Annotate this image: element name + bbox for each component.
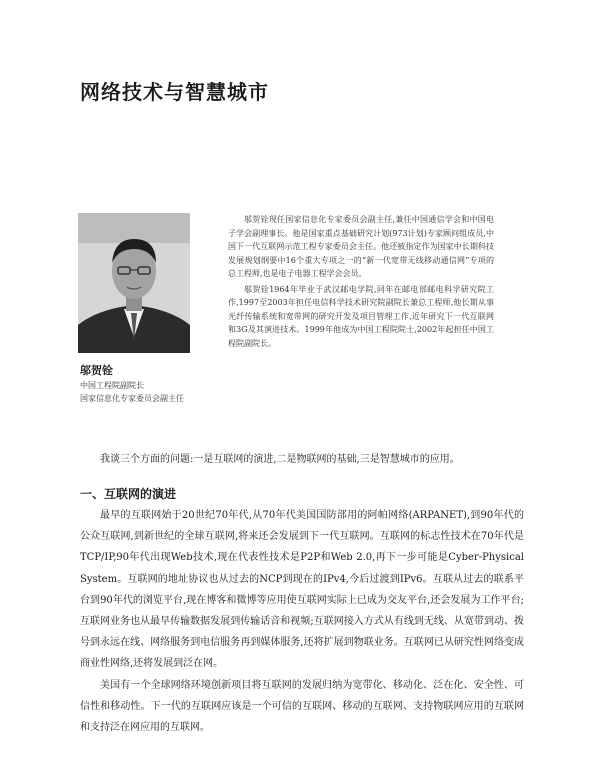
body-paragraph: 美国有一个全球网络环境创新项目将互联网的发展归纳为宽带化、移动化、泛在化、安全性、可信性和移动性。下一代的互联网应该是一个可信的互联网、移动的互联网、支持物联网应用的互联网和支持泛在网应用的互联网。 [80,679,524,734]
author-bio [228,213,494,352]
body-paragraph: 最早的互联网始于20世纪70年代,从70年代美国国防部用的阿帕网络(ARPANET),到90年代的公众互联网,到新世纪的全球互联网,将来还会发展到下一代互联网。互联网的标志性技术在70年代是TCP/IP,90年代出现Web技术,现在代表性技术是P2P和Web 2.0,再下一步可能是Cyber-Physical System。互联网的地址协议也从过去的NCP到现在的IPv4,今后过渡到IPv6。互联从过去的联系平台到90年代的浏览平台,现在博客和微博等应用使互联网实际上已成为交友平台,还会发展为工作平台;互联网业务也从最早传输数据发展到传输话音和视频;互联网接入方式从有线到无线、从宽带到动、拨号到永远在线、网络服务到电信服务再到媒体服务,还将扩展到物联业务。互联网已从研究性网络变成商业性网络,还将发展到泛在网。 [80,510,524,670]
author-title-line: 国家信息化专家委员会副主任 [80,394,184,403]
section-heading: 一、互联网的演进 [80,487,177,501]
bio-paragraph: 邬贺铨现任国家信息化专家委员会副主任,兼任中国通信学会和中国电子学会副理事长。他是国家重点基础研究计划(973计划)专家顾问组成员,中国下一代互联网示范工程专家委员会主任。他还被指定作为国家中长期科技发展规划纲要中16个重大专项之一的“新一代宽带无线移动通信网”专项的总工程师,也是电子电器工程学会会员。 [228,215,494,278]
author-titles [80,379,184,405]
intro-paragraph: 我谈三个方面的问题:一是互联网的演进,二是物联网的基础,三是智慧城市的应用。 [100,454,460,465]
bio-paragraph: 邬贺铨1964年毕业于武汉邮电学院,同年在邮电部邮电科学研究院工作,1997至2003年担任电信科学技术研究院副院长兼总工程师,他长期从事光纤传输系统和宽带网的研究开发及项目管理工作,近年研究下一代互联网和3G及其演进技术。1999年他成为中国工程院院士,2002年起担任中国工程院副院长。 [228,284,494,348]
page-title: 网络技术与智慧城市 [80,80,269,104]
author-title-line: 中国工程院副院长 [80,381,144,390]
author-name: 邬贺铨 [80,364,113,377]
section-body [80,505,524,738]
author-photo [78,213,190,353]
portrait-image [78,213,190,353]
